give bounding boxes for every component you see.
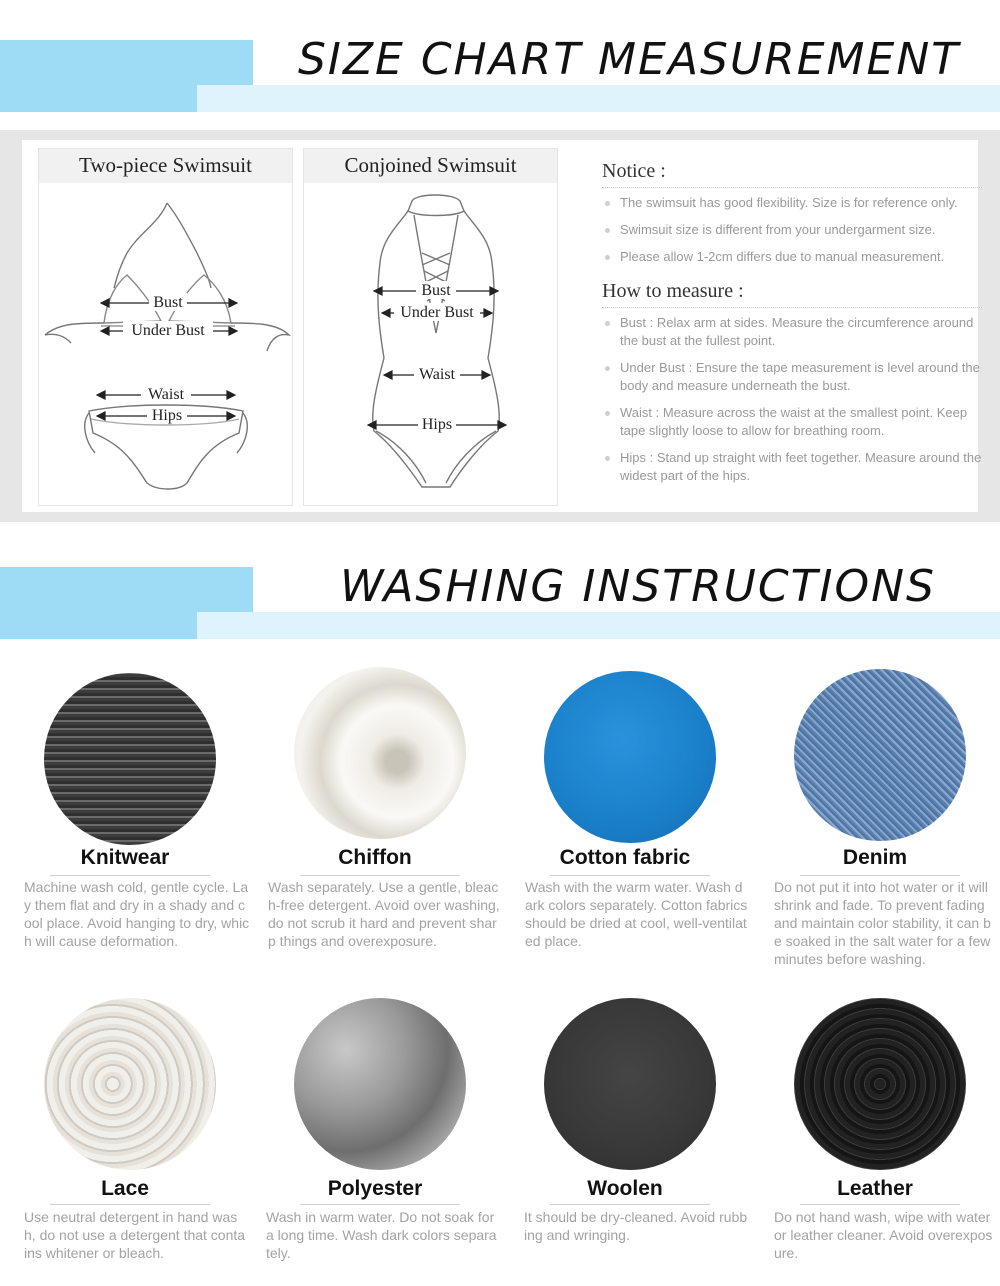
fabric-name: Polyester	[327, 1177, 423, 1200]
size-chart-section	[0, 130, 1000, 522]
fabric-card-knitwear	[0, 665, 250, 995]
how-to-item-text: Waist : Measure across the waist at the smallest point. Keep tape slightly loose to allow for breathing room.	[620, 405, 968, 438]
notice-item-text: The swimsuit has good flexibility. Size is for reference only.	[620, 195, 958, 210]
fabric-name: Cotton fabric	[559, 846, 691, 869]
fabric-care-text: Wash separately. Use a gentle, bleach-free detergent. Avoid over washing, do not scrub it hard and prevent sharp things and overexposure.	[268, 879, 500, 949]
size-chart-title: SIZE CHART MEASUREMENT	[298, 34, 961, 85]
how-to-item-text: Hips : Stand up straight with feet together. Measure around the widest part of the hips.	[620, 450, 982, 483]
how-to-item-text: Bust : Relax arm at sides. Measure the circumference around the bust at the fullest point.	[620, 315, 974, 348]
two-piece-bust-label: Bust	[153, 294, 183, 311]
notice-item-text: Please allow 1-2cm differs due to manual measurement.	[620, 249, 945, 264]
bullet-icon	[605, 366, 610, 371]
washing-banner	[0, 561, 1000, 642]
how-to-item	[602, 359, 982, 395]
divider	[800, 875, 960, 876]
leather-swatch-image	[794, 998, 966, 1170]
fabric-card-cotton	[500, 665, 750, 995]
how-to-measure-heading: How to measure :	[602, 280, 982, 308]
fabric-care-text: Wash with the warm water. Wash dark colors separately. Cotton fabrics should be dried at cool, well-ventilated place.	[525, 879, 748, 949]
fabric-name: Leather	[837, 1177, 913, 1200]
fabric-care-text: Do not hand wash, wipe with water or leather cleaner. Avoid overexposure.	[774, 1209, 993, 1261]
fabric-card-leather	[750, 995, 1000, 1285]
notice-item	[602, 221, 982, 239]
how-to-measure-list	[602, 314, 982, 485]
divider	[300, 875, 460, 876]
denim-swatch-image	[794, 669, 966, 841]
bullet-icon	[605, 228, 610, 233]
washing-title: WASHING INSTRUCTIONS	[340, 561, 936, 612]
fabric-care-text: Use neutral detergent in hand wash, do not use a detergent that contains whitener or bleach.	[24, 1209, 246, 1261]
how-to-item	[602, 449, 982, 485]
conjoined-under-bust-label: Under Bust	[400, 304, 474, 321]
fabric-care-text: Machine wash cold, gentle cycle. Lay them flat and dry in a shady and cool place. Avoid hanging to dry, which will cause deformation.	[24, 879, 250, 949]
two-piece-title: Two-piece Swimsuit	[39, 149, 292, 183]
conjoined-waist-label: Waist	[418, 366, 456, 383]
two-piece-under-bust-label: Under Bust	[131, 322, 205, 339]
notice-item	[602, 248, 982, 266]
divider	[800, 1204, 960, 1205]
notice-list	[602, 194, 982, 266]
size-chart-banner	[0, 34, 1000, 115]
how-to-item	[602, 404, 982, 440]
bullet-icon	[605, 201, 610, 206]
two-piece-waist-label: Waist	[147, 386, 185, 403]
fabric-card-lace	[0, 995, 250, 1285]
fabric-name: Knitwear	[80, 846, 170, 869]
lace-swatch-image	[44, 998, 216, 1170]
bullet-icon	[605, 321, 610, 326]
banner-accent-strip	[197, 85, 1000, 112]
conjoined-title: Conjoined Swimsuit	[304, 149, 557, 183]
divider	[50, 875, 210, 876]
notice-heading: Notice :	[602, 160, 982, 188]
cotton-swatch-image	[544, 671, 716, 843]
fabric-name: Denim	[842, 846, 908, 869]
fabric-care-text: Wash in warm water. Do not soak for a long time. Wash dark colors separately.	[266, 1209, 497, 1261]
woolen-swatch-image	[544, 998, 716, 1170]
two-piece-hips-label: Hips	[151, 407, 183, 424]
conjoined-card	[303, 148, 558, 506]
fabric-name: Chiffon	[338, 846, 412, 869]
fabric-name: Lace	[101, 1177, 149, 1200]
fabric-care-text: Do not put it into hot water or it will shrink and fade. To prevent fading and maintain color stability, it can be soaked in the salt water for a few minutes before washing.	[774, 879, 991, 967]
knitwear-swatch-image	[44, 673, 216, 845]
two-piece-card	[38, 148, 293, 506]
size-chart-panel	[22, 140, 982, 512]
notice-item	[602, 194, 982, 212]
two-piece-swimsuit-illustration	[39, 183, 292, 505]
chiffon-swatch-image	[294, 667, 466, 839]
fabric-card-denim	[750, 665, 1000, 995]
banner-accent-strip	[197, 612, 1000, 639]
how-to-item	[602, 314, 982, 350]
conjoined-bust-label: Bust	[421, 282, 451, 299]
divider	[550, 1204, 710, 1205]
how-to-item-text: Under Bust : Ensure the tape measurement is level around the body and measure underneath the bust.	[620, 360, 980, 393]
notice-item-text: Swimsuit size is different from your undergarment size.	[620, 222, 936, 237]
fabric-name: Woolen	[587, 1177, 663, 1200]
bullet-icon	[605, 456, 610, 461]
conjoined-hips-label: Hips	[421, 416, 453, 433]
bullet-icon	[605, 255, 610, 260]
fabric-card-chiffon	[250, 665, 500, 995]
fabric-card-woolen	[500, 995, 750, 1285]
divider	[50, 1204, 210, 1205]
notice-column	[602, 160, 982, 494]
conjoined-swimsuit-illustration	[304, 183, 557, 505]
fabric-care-text: It should be dry-cleaned. Avoid rubbing and wringing.	[524, 1209, 748, 1243]
bullet-icon	[605, 411, 610, 416]
fabric-card-polyester	[250, 995, 500, 1285]
divider	[550, 875, 710, 876]
polyester-swatch-image	[294, 998, 466, 1170]
divider	[300, 1204, 460, 1205]
